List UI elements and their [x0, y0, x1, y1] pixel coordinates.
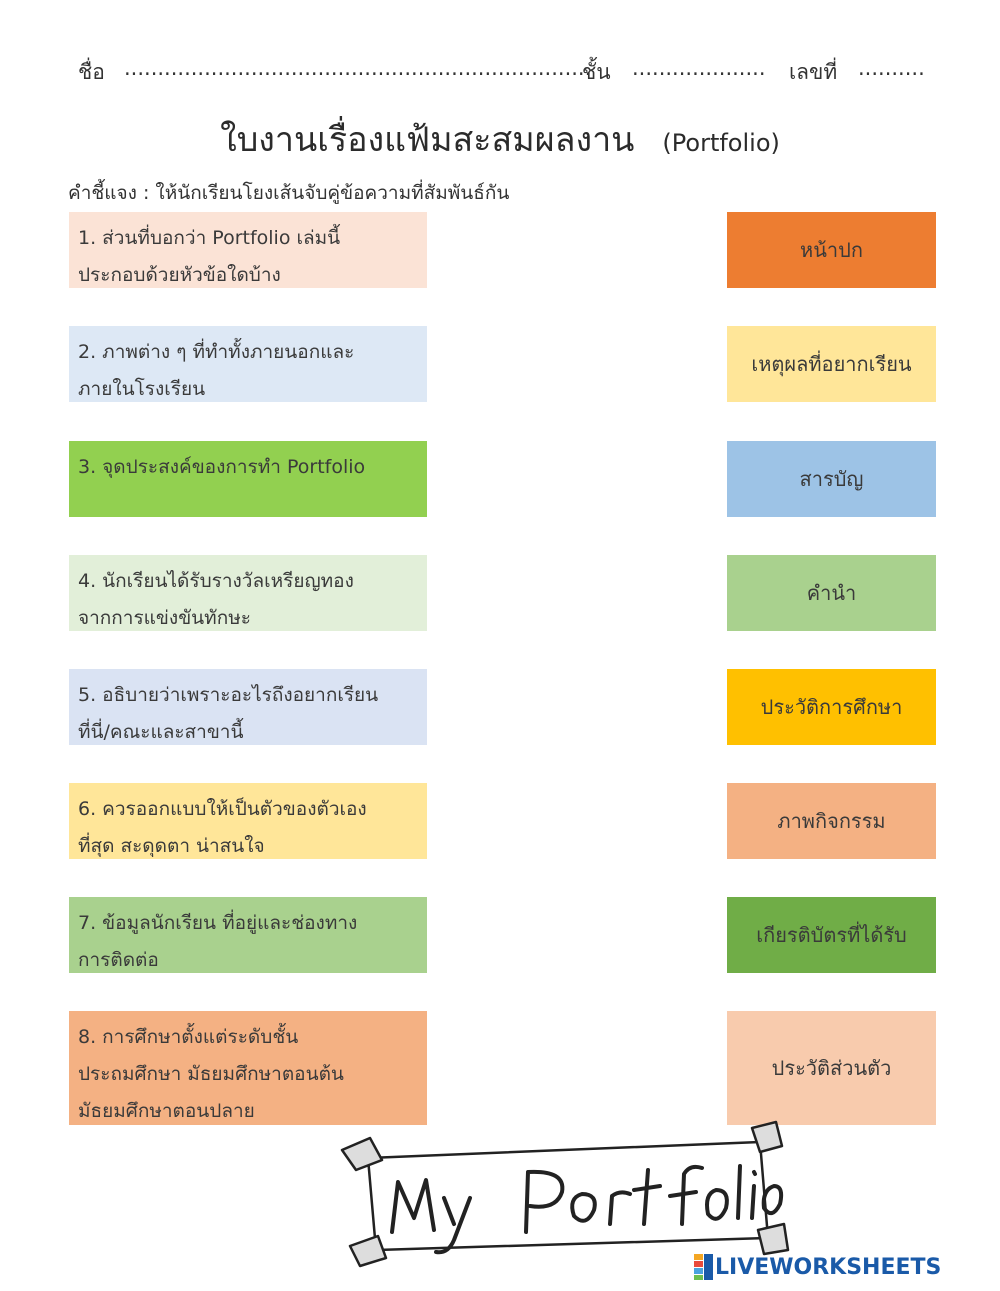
question-box-3 [69, 441, 427, 517]
question-line: 7. ข้อมูลนักเรียน ที่อยู่และช่องทาง [78, 912, 358, 934]
answer-label: หน้าปก [800, 238, 863, 262]
question-line: จากการแข่งขันทักษะ [78, 607, 251, 629]
answer-box-7[interactable] [727, 897, 936, 973]
answer-label: ประวัติส่วนตัว [771, 1056, 892, 1080]
question-box-7 [69, 897, 427, 973]
answer-box-2[interactable] [727, 326, 936, 402]
name-label: ชื่อ [78, 60, 105, 84]
answer-box-8[interactable] [727, 1011, 936, 1125]
header-fill-line [78, 56, 938, 88]
banner-text: My Portfolio [330, 1120, 336, 1121]
live-badge-icon [693, 1253, 715, 1281]
question-line: 2. ภาพต่าง ๆ ที่ทำทั้งภายนอกและ [78, 341, 355, 363]
question-line: 4. นักเรียนได้รับรางวัลเหรียญทอง [78, 570, 354, 592]
question-line: มัธยมศึกษาตอนปลาย [78, 1100, 255, 1122]
answer-label: คำนำ [806, 581, 857, 605]
class-dots: .................... [632, 56, 766, 80]
title-main: ใบงานเรื่องแฟ้มสะสมผลงาน [220, 120, 635, 160]
question-box-1 [69, 212, 427, 288]
question-line: ที่สุด สะดุดตา น่าสนใจ [78, 835, 265, 857]
answer-box-6[interactable] [727, 783, 936, 859]
question-line: 6. ควรออกแบบให้เป็นตัวของตัวเอง [78, 798, 367, 820]
answer-label: ภาพกิจกรรม [777, 809, 886, 833]
question-line: 1. ส่วนที่บอกว่า Portfolio เล่มนี้ [78, 227, 341, 249]
answer-box-1[interactable] [727, 212, 936, 288]
liveworksheets-logo [693, 1251, 941, 1283]
my-portfolio-banner [330, 1120, 800, 1270]
question-box-4 [69, 555, 427, 631]
title-sub: (Portfolio) [662, 129, 780, 157]
question-box-5 [69, 669, 427, 745]
class-label: ชั้น [582, 60, 611, 84]
question-line: ภายในโรงเรียน [78, 378, 206, 400]
answer-box-5[interactable] [727, 669, 936, 745]
question-line: 5. อธิบายว่าเพราะอะไรถึงอยากเรียน [78, 684, 379, 706]
answer-label: ประวัติการศึกษา [760, 695, 903, 719]
page-title [0, 112, 1000, 166]
number-label: เลขที่ [789, 60, 838, 84]
question-box-6 [69, 783, 427, 859]
banner-drawing [330, 1120, 800, 1270]
number-dots: .......... [858, 56, 925, 80]
answer-label: เกียรติบัตรที่ได้รับ [756, 923, 907, 947]
question-line: ประกอบด้วยหัวข้อใดบ้าง [78, 264, 281, 286]
question-line: การติดต่อ [78, 949, 159, 971]
question-line: ประถมศึกษา มัธยมศึกษาตอนต้น [78, 1063, 344, 1085]
answer-box-4[interactable] [727, 555, 936, 631]
question-line [78, 486, 417, 517]
question-line: 3. จุดประสงค์ของการทำ Portfolio [78, 456, 366, 478]
answer-box-3[interactable] [727, 441, 936, 517]
answer-label: เหตุผลที่อยากเรียน [751, 352, 912, 376]
brand-text: LIVEWORKSHEETS [715, 1254, 942, 1280]
name-dots: ...................................................................... [124, 56, 592, 80]
question-box-8 [69, 1011, 427, 1125]
instruction-text: คำชี้แจง : ให้นักเรียนโยงเส้นจับคู่ข้อความที่สัมพันธ์กัน [68, 182, 510, 204]
question-line: ที่นี่/คณะและสาขานี้ [78, 721, 244, 743]
question-box-2 [69, 326, 427, 402]
question-line: 8. การศึกษาตั้งแต่ระดับชั้น [78, 1026, 299, 1048]
answer-label: สารบัญ [799, 467, 864, 491]
